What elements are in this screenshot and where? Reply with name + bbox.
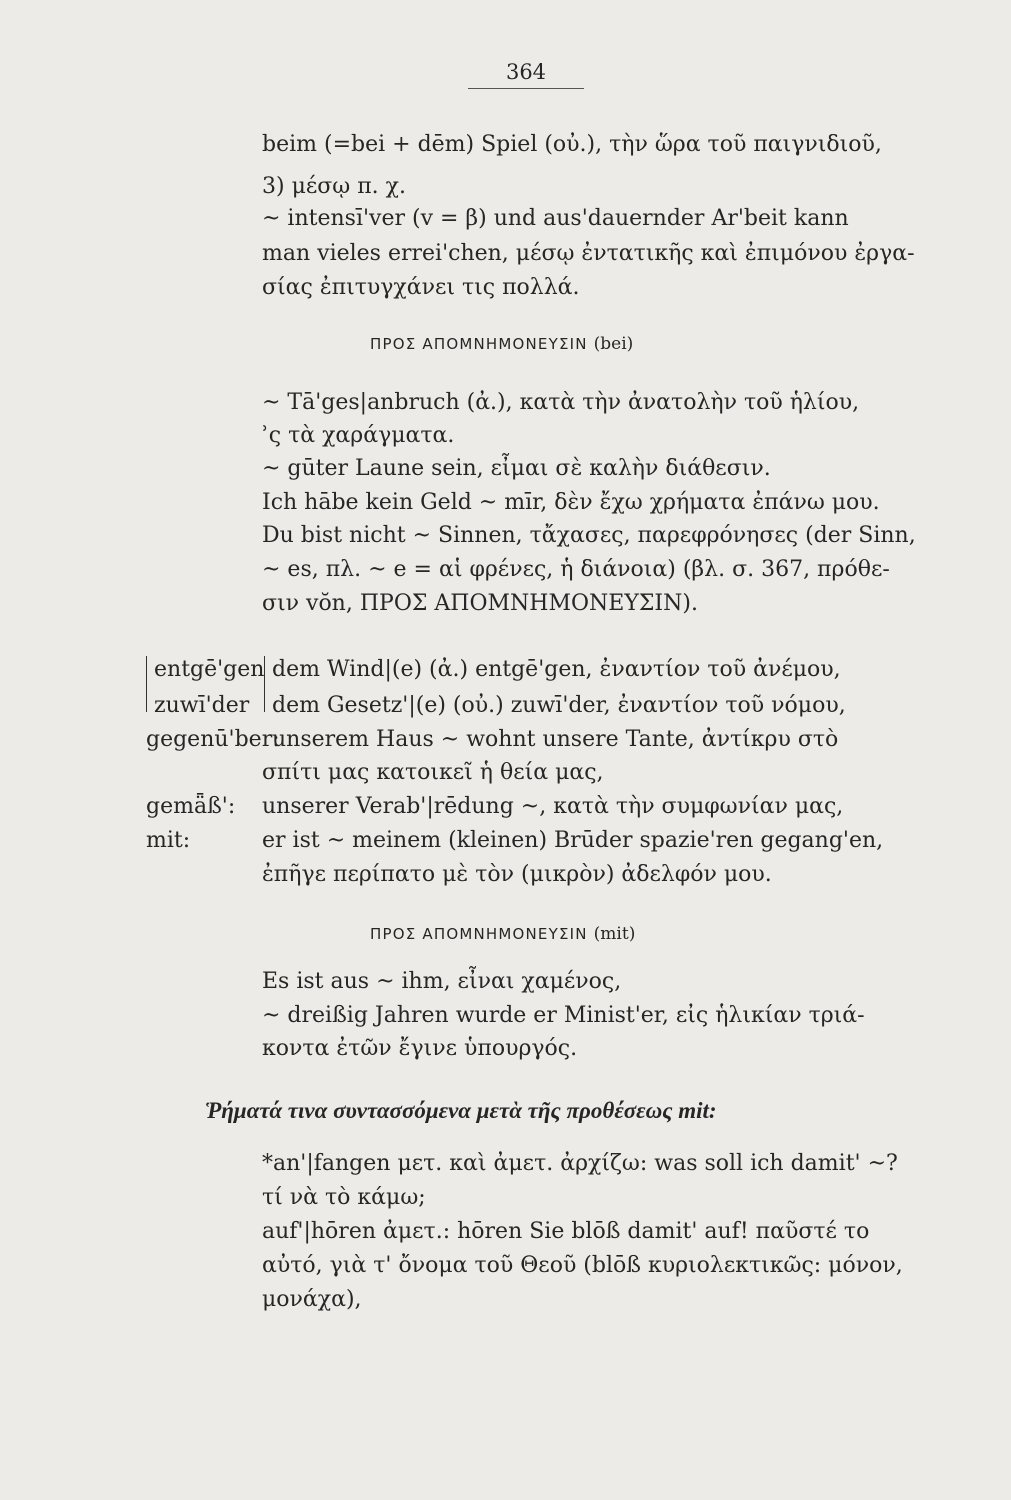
text-line: αὐτό, γιὰ τ' ὄνομα τοῦ Θεοῦ (blōß κυριολεκτικῶς: μόνον, [262, 1253, 903, 1278]
bracket [146, 656, 152, 712]
prep-label-entgegen: entgē'gen [154, 657, 265, 682]
text-line: τί νὰ τὸ κάμω; [262, 1185, 426, 1210]
text-line: ~ gūter Laune sein, εἶμαι σὲ καλὴν διάθεσιν. [262, 456, 771, 481]
prep-label-gemaess: gemǟß': [146, 794, 236, 819]
text-line: ~ dreißig Jahren wurde er Minist'er, εἰς ἡλικίαν τριά- [262, 1003, 865, 1028]
prep-label-mit: mit: [146, 828, 191, 853]
text-line: man vieles errei'chen, μέσῳ ἐντατικῆς καὶ ἐπιμόνου ἐργα- [262, 241, 915, 266]
prep-text-gegenueber: unserem Haus ~ wohnt unsere Tante, ἀντίκρυ στὸ [272, 727, 839, 752]
text-line: ~ es, πλ. ~ e = αἱ φρένες, ἡ διάνοια) (βλ. σ. 367, πρόθε- [262, 557, 890, 582]
text-line: *an'|fangen μετ. καὶ ἀμετ. ἀρχίζω: was soll ich damit' ~? [262, 1151, 898, 1176]
text-line: κοντα ἐτῶν ἔγινε ὑπουργός. [262, 1036, 578, 1061]
prep-text-zuwider: dem Gesetz'|(e) (οὐ.) zuwī'der, ἐναντίον τοῦ νόμου, [272, 693, 846, 718]
text-line: ʾς τὰ χαράγματα. [262, 423, 455, 448]
bracket [264, 656, 270, 712]
text-line: Ich hābe kein Geld ~ mīr, δὲν ἔχω χρήματα ἐπάνω μου. [262, 490, 880, 515]
text-line: ~ Tā'ges|anbruch (ἀ.), κατὰ τὴν ἀνατολὴν τοῦ ἡλίου, [262, 390, 860, 415]
text-line: σίας ἐπιτυγχάνει τις πολλά. [262, 275, 580, 300]
prep-text-mit-cont: ἐπῆγε περίπατο μὲ τὸν (μικρὸν) ἀδελφόν μου. [262, 862, 772, 887]
prep-text-mit: er ist ~ meinem (kleinen) Brūder spazie'ren gegang'en, [262, 828, 884, 853]
heading-title: ΠΡΟΣ ΑΠΟΜΝΗΜΟΝΕΥΣΙΝ [370, 335, 588, 353]
text-line: Du bist nicht ~ Sinnen, τἄχασες, παρεφρόνησες (der Sinn, [262, 523, 916, 548]
text-line: auf'|hōren ἀμετ.: hōren Sie blōß damit' auf! παῦστέ το [262, 1219, 870, 1244]
text-line: σιν vŏn, ΠΡΟΣ ΑΠΟΜΝΗΜΟΝΕΥΣΙΝ). [262, 591, 698, 616]
section-title: Ῥήματά τινα συντασσόμενα μετὰ τῆς προθέσεως mit: [205, 1098, 717, 1123]
section-heading-bei [370, 332, 633, 356]
prep-label-gegenueber: gegenū'ber: [146, 727, 280, 752]
prep-text-gemaess: unserer Verab'|rēdung ~, κατὰ τὴν συμφωνίαν μας, [262, 794, 844, 819]
heading-sub: (mit) [593, 924, 636, 944]
prep-text-gegenueber-cont: σπίτι μας κατοικεῖ ἡ θεία μας, [262, 760, 604, 785]
text-line: μονάχα), [262, 1287, 362, 1312]
text-line: ~ intensī'ver (v = β) und aus'dauernder Ar'beit kann [262, 206, 849, 231]
prep-label-zuwider: zuwī'der [154, 693, 250, 718]
text-line: 3) μέσῳ π. χ. [262, 174, 406, 199]
page-number: 364 [468, 60, 584, 89]
heading-sub: (bei) [593, 334, 634, 354]
prep-text-entgegen: dem Wind|(e) (ἀ.) entgē'gen, ἐναντίον τοῦ ἀνέμου, [272, 657, 841, 682]
section-heading-mit [370, 922, 635, 946]
text-line: beim (=bei + dēm) Spiel (οὐ.), τὴν ὥρα τοῦ παιγνιδιοῦ, [262, 132, 882, 157]
heading-title: ΠΡΟΣ ΑΠΟΜΝΗΜΟΝΕΥΣΙΝ [370, 925, 588, 943]
text-line: Es ist aus ~ ihm, εἶναι χαμένος, [262, 969, 622, 994]
